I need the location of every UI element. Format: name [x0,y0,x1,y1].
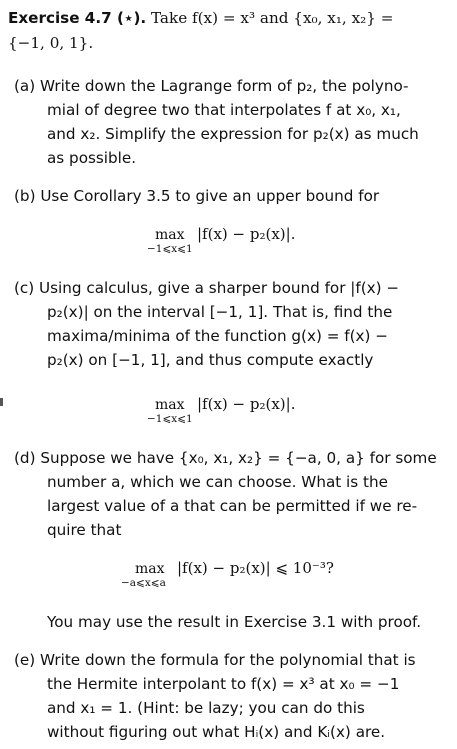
error-inequality: |f(x) − p₂(x)| ⩽ 10⁻³? [177,559,334,577]
part-a-line-2: mial of degree two that interpolates f at x₀, x₁, [47,101,401,119]
part-d-line-3: largest value of a that can be permitted if we re- [47,497,418,515]
max-operator: max [155,227,185,243]
part-b-line-1: (b) Use Corollary 3.5 to give an upper bound for [14,187,380,205]
part-c-line-3: maxima/minima of the function g(x) = f(x) − [47,327,388,345]
max-operator: max [155,397,185,413]
part-e-line-4: without figuring out what Hᵢ(x) and Kᵢ(x) are. [47,723,386,741]
part-d-display-equation [0,556,457,596]
max-operator: max [135,561,165,577]
error-expression: |f(x) − p₂(x)|. [197,225,296,243]
part-e-line-1: (e) Write down the formula for the polynomial that is [14,651,416,669]
part-a-line-1: (a) Write down the Lagrange form of p₂, the polyno- [14,77,409,95]
part-d-line-1: (d) Suppose we have {x₀, x₁, x₂} = {−a, 0, a} for some [14,449,437,467]
exercise-intro: Take f(x) = x³ and {x₀, x₁, x₂} = [150,9,394,27]
exercise-intro-line-2: {−1, 0, 1}. [8,34,94,52]
part-c-line-4: p₂(x) on [−1, 1], and thus compute exactly [47,351,374,369]
part-a-line-4: as possible. [47,149,137,167]
exercise-heading [8,8,393,28]
part-d-line-4: quire that [47,521,122,539]
part-c-line-1: (c) Using calculus, give a sharper bound for |f(x) − [14,279,400,297]
error-expression: |f(x) − p₂(x)|. [197,395,296,413]
max-range: −a⩽x⩽a [121,577,166,589]
part-a-line-3: and x₂. Simplify the expression for p₂(x) as much [47,125,419,143]
part-c-line-2: p₂(x)| on the interval [−1, 1]. That is, find the [47,303,393,321]
part-e-line-3: and x₁ = 1. (Hint: be lazy; you can do this [47,699,365,717]
part-c-display-equation [0,392,457,432]
exercise-title: Exercise 4.7 (⋆). [8,9,147,27]
part-e-line-2: the Hermite interpolant to f(x) = x³ at x₀ = −1 [47,675,400,693]
margin-mark [0,398,3,406]
max-range: −1⩽x⩽1 [147,413,193,425]
part-d-note: You may use the result in Exercise 3.1 with proof. [47,613,422,631]
part-b-display-equation [0,222,457,262]
max-range: −1⩽x⩽1 [147,243,193,255]
part-d-line-2: number a, which we can choose. What is the [47,473,388,491]
